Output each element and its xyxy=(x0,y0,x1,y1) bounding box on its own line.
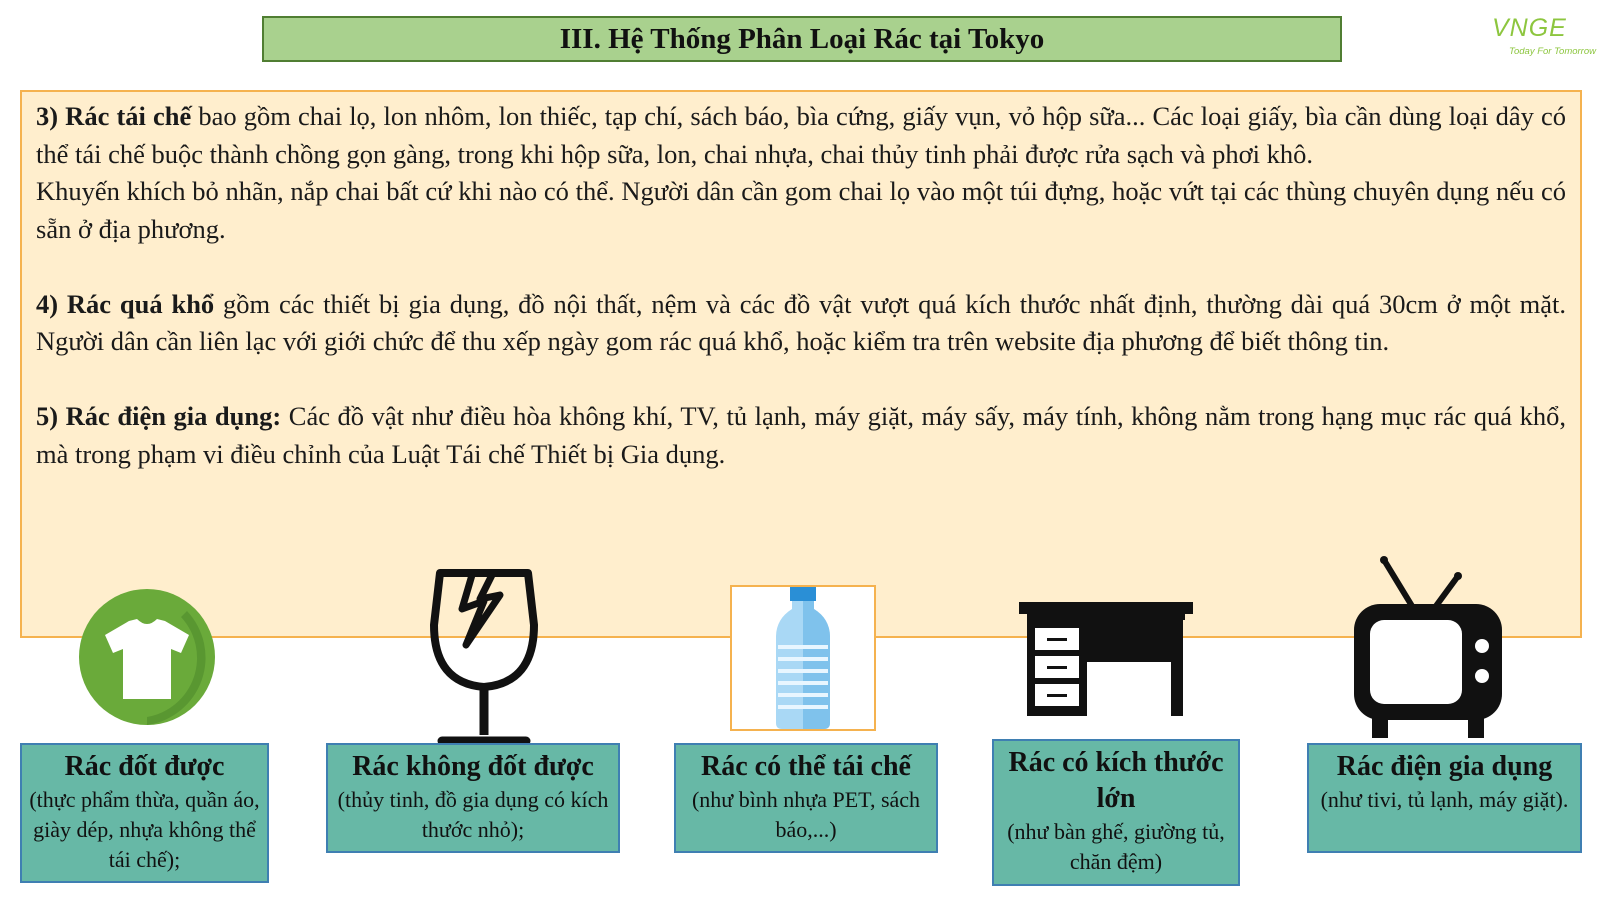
category-description: (thực phẩm thừa, quần áo, giày dép, nhựa không thể tái chế); xyxy=(29,787,260,872)
page-title xyxy=(262,16,1342,62)
category-oversized xyxy=(992,739,1240,886)
tv-icon xyxy=(1350,556,1506,740)
category-title: Rác đốt được xyxy=(64,751,225,782)
plastic-bottle-icon xyxy=(768,585,838,731)
category-description: (như bình nhựa PET, sách báo,...) xyxy=(691,787,921,842)
heading-recyclable: 3) Rác tái chế xyxy=(36,101,192,131)
category-title: Rác điện gia dụng xyxy=(1336,751,1553,782)
category-non-combustible xyxy=(326,743,620,853)
text-oversized: gồm các thiết bị gia dụng, đồ nội thất, nệm và các đồ vật vượt quá kích thước nhất định, thường dài quá 30cm ở một mặt. Người dân cần liên lạc với giới chức để thu xếp ngày gom rác quá khổ, hoặc kiểm tra trên website địa phương để biết thông tin. xyxy=(36,288,1566,356)
category-description: (như tivi, tủ lạnh, máy giặt). xyxy=(1320,787,1569,812)
desk-icon xyxy=(1017,600,1195,720)
category-appliances xyxy=(1307,743,1582,853)
logo-word: VNGE xyxy=(1492,14,1567,42)
logo-tagline: Today For Tomorrow xyxy=(1509,46,1596,57)
category-recyclable xyxy=(674,743,938,853)
shirt-icon xyxy=(77,587,217,727)
broken-glass-icon xyxy=(422,565,546,750)
paragraph-recyclable-extra: Khuyến khích bỏ nhãn, nắp chai bất cứ khi nào có thể. Người dân cần gom chai lọ vào một túi đựng, hoặc vứt tại các thùng chuyên dụng nếu có sẵn ở địa phương. xyxy=(36,176,1566,244)
page-title-text: III. Hệ Thống Phân Loại Rác tại Tokyo xyxy=(559,22,1045,55)
category-title: Rác có thể tái chế xyxy=(701,751,911,782)
paragraph-appliances xyxy=(36,398,1566,473)
category-combustible xyxy=(20,743,269,883)
heading-appliances: 5) Rác điện gia dụng: xyxy=(36,401,282,431)
paragraph-oversized xyxy=(36,286,1566,361)
content-box xyxy=(20,90,1582,638)
category-title: Rác có kích thước lớn xyxy=(1008,747,1224,814)
vnge-logo xyxy=(1484,12,1596,62)
category-description: (như bàn ghế, giường tủ, chăn đệm) xyxy=(1007,819,1225,874)
text-appliances: Các đồ vật như điều hòa không khí, TV, tủ lạnh, máy giặt, máy sấy, máy tính, không nằm trong hạng mục rác quá khổ, mà trong phạm vi điều chỉnh của Luật Tái chế Thiết bị Gia dụng. xyxy=(36,401,1566,469)
category-description: (thủy tinh, đồ gia dụng có kích thước nhỏ); xyxy=(337,787,609,842)
category-title: Rác không đốt được xyxy=(352,751,594,782)
text-recyclable: bao gồm chai lọ, lon nhôm, lon thiếc, tạp chí, sách báo, bìa cứng, giấy vụn, vỏ hộp sữa... Các loại giấy, bìa cần dùng loại dây có thể tái chế buộc thành chồng gọn gàng, trong khi hộp sữa, lon, chai nhựa, chai thủy tinh phải được rửa sạch và phơi khô. xyxy=(36,101,1566,169)
heading-oversized: 4) Rác quá khổ xyxy=(36,288,215,319)
paragraph-recyclable xyxy=(36,98,1566,173)
